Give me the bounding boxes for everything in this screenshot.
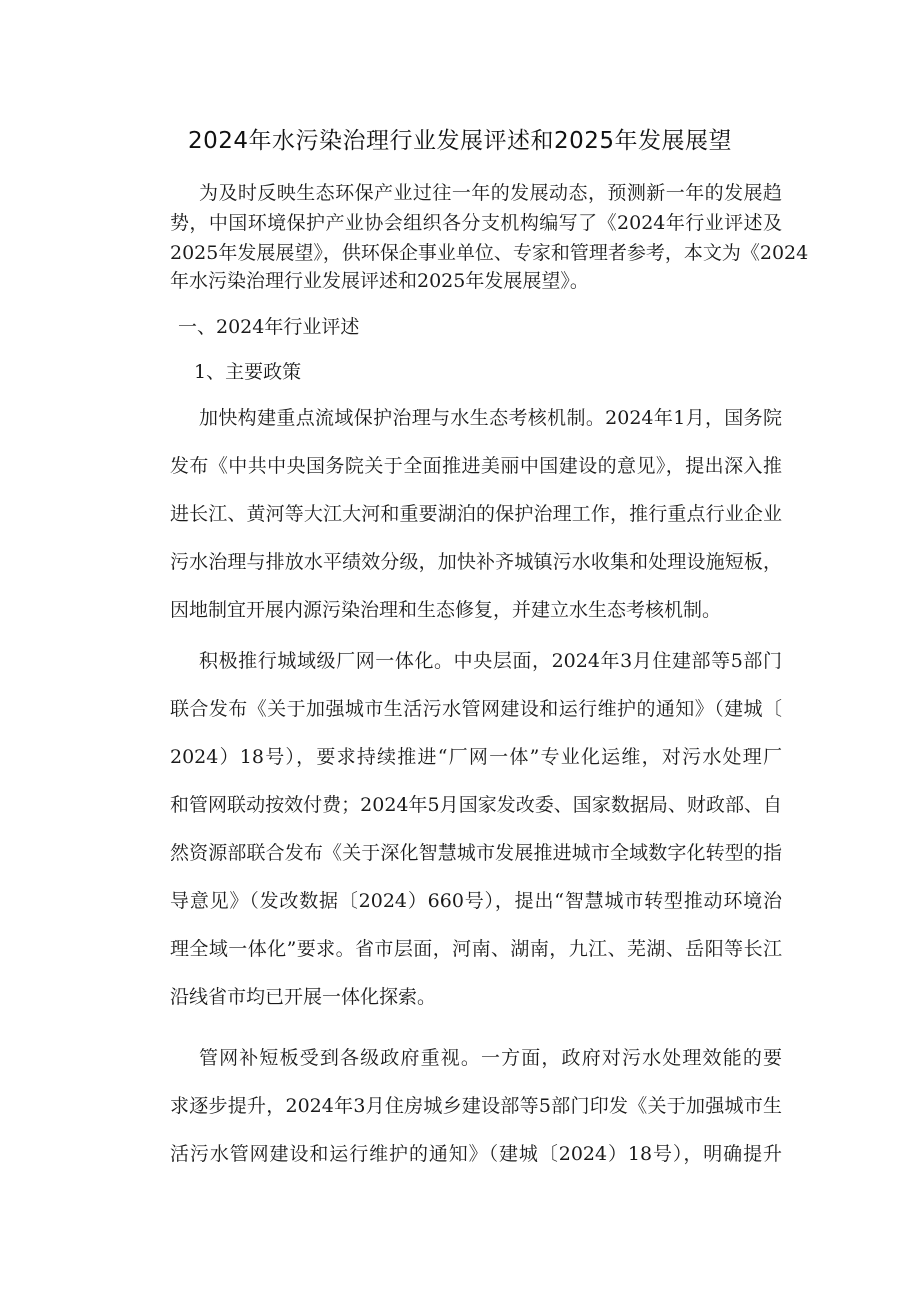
para-2-line-7: 理全域一体化”要求。省市层面，河南、湖南，九江、芜湖、岳阳等长江 (170, 938, 782, 960)
intro-line-2: 势，中国环境保护产业协会组织各分支机构编写了《2024年行业评述及 (170, 212, 782, 234)
intro-line-4: 年水污染治理行业发展评述和2025年发展展望》。 (170, 270, 589, 292)
para-2-line-8: 沿线省市均已开展一体化探索。 (170, 986, 437, 1008)
section-heading: 一、2024年行业评述 (178, 316, 360, 338)
para-1-line-2: 发布《中共中央国务院关于全面推进美丽中国建设的意见》，提出深入推 (170, 455, 782, 477)
intro-line-3: 2025年发展展望》，供环保企事业单位、专家和管理者参考，本文为《2024 (170, 242, 809, 264)
para-2-line-5: 然资源部联合发布《关于深化智慧城市发展推进城市全域数字化转型的指 (170, 842, 782, 864)
intro-line-1: 为及时反映生态环保产业过往一年的发展动态，预测新一年的发展趋 (199, 182, 782, 204)
para-2-line-3: 2024）18号），要求持续推进“厂网一体”专业化运维，对污水处理厂 (170, 746, 782, 768)
para-2-line-1: 积极推行城域级厂网一体化。中央层面，2024年3月住建部等5部门 (199, 650, 782, 672)
subsection-heading: 1、主要政策 (194, 361, 302, 383)
para-3-line-1: 管网补短板受到各级政府重视。一方面，政府对污水处理效能的要 (199, 1047, 782, 1069)
para-2-line-2: 联合发布《关于加强城市生活污水管网建设和运行维护的通知》（建城〔 (170, 698, 782, 720)
para-3-line-2: 求逐步提升，2024年3月住房城乡建设部等5部门印发《关于加强城市生 (170, 1095, 782, 1117)
para-1-line-1: 加快构建重点流域保护治理与水生态考核机制。2024年1月，国务院 (199, 407, 782, 429)
document-title: 2024年水污染治理行业发展评述和2025年发展展望 (187, 128, 733, 154)
para-1-line-4: 污水治理与排放水平绩效分级，加快补齐城镇污水收集和处理设施短板， (170, 551, 782, 573)
para-2-line-6: 导意见》（发改数据〔2024）660号），提出“智慧城市转型推动环境治 (170, 890, 782, 912)
para-2-line-4: 和管网联动按效付费；2024年5月国家发改委、国家数据局、财政部、自 (170, 794, 782, 816)
para-1-line-3: 进长江、黄河等大江大河和重要湖泊的保护治理工作，推行重点行业企业 (170, 503, 782, 525)
para-3-line-3: 活污水管网建设和运行维护的通知》（建城〔2024）18号），明确提升 (170, 1143, 782, 1165)
para-1-line-5: 因地制宜开展内源污染治理和生态修复，并建立水生态考核机制。 (170, 599, 722, 621)
